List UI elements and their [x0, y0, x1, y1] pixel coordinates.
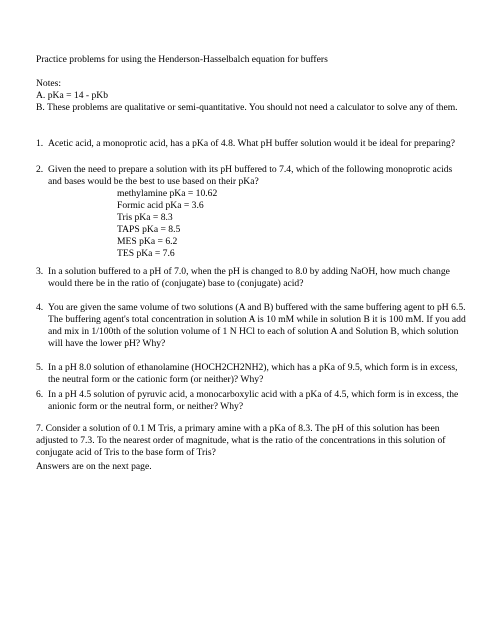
question-number: 2.: [36, 164, 44, 175]
question-3: [36, 266, 466, 290]
question-text: Acetic acid, a monoprotic acid, has a pKa of 4.8. What pH buffer solution would it be ideal for preparing?: [48, 138, 455, 149]
answers-note: Answers are on the next page.: [36, 461, 152, 472]
question-text: In a solution buffered to a pH of 7.0, when the pH is changed to 8.0 by adding NaOH, how much change would there be in the ratio of (conjugate) base to (conjugate) acid?: [48, 266, 450, 289]
question-2: [36, 164, 466, 188]
notes-label: Notes:: [36, 78, 62, 89]
question-number: 5.: [36, 362, 44, 373]
compound-item: TAPS pKa = 8.5: [117, 224, 181, 235]
compound-list: [117, 188, 217, 260]
compound-item: methylamine pKa = 10.62: [117, 188, 218, 199]
question-1: [36, 138, 466, 150]
question-7: 7. Consider a solution of 0.1 M Tris, a primary amine with a pKa of 8.3. The pH of this solution has been adjusted to 7.3. To the nearest order of magnitude, what is the ratio of the concentrations in this solution of conjugate acid of Tris to the base form of Tris?: [36, 422, 446, 458]
compound-item: TES pKa = 7.6: [117, 248, 175, 259]
note-b: B. These problems are qualitative or semi-quantitative. You should not need a calculator to solve any of them.: [36, 102, 458, 113]
question-number: 6.: [36, 389, 44, 400]
question-5: [36, 362, 466, 386]
compound-item: Tris pKa = 8.3: [117, 212, 173, 223]
compound-item: Formic acid pKa = 3.6: [117, 200, 204, 211]
question-4: [36, 302, 466, 350]
question-text: Given the need to prepare a solution with its pH buffered to 7.4, which of the following monoprotic acids and bases would be the best to use based on their pKa?: [48, 164, 453, 187]
question-6: [36, 389, 466, 413]
question-number: 4.: [36, 302, 44, 313]
question-number: 1.: [36, 138, 44, 149]
question-text: In a pH 4.5 solution of pyruvic acid, a monocarboxylic acid with a pKa of 4.5, which form is in excess, the anionic form or the neutral form, or neither? Why?: [48, 389, 459, 412]
document-title: Practice problems for using the Henderson-Hasselbalch equation for buffers: [36, 54, 328, 65]
question-number: 3.: [36, 266, 44, 277]
note-a: A. pKa = 14 - pKb: [36, 90, 109, 101]
question-text: In a pH 8.0 solution of ethanolamine (HOCH2CH2NH2), which has a pKa of 9.5, which form is in excess, the neutral form or the cationic form (or neither)? Why?: [48, 362, 458, 385]
question-text: You are given the same volume of two solutions (A and B) buffered with the same buffering agent to pH 6.5. The buffering agent's total concentration in solution A is 10 mM while in solution B it is 100 mM. If you add and mix in 1/100th of the solution volume of 1 N HCl to each of solution A and Solution B, which solution will have the lower pH? Why?: [48, 302, 466, 349]
compound-item: MES pKa = 6.2: [117, 236, 178, 247]
